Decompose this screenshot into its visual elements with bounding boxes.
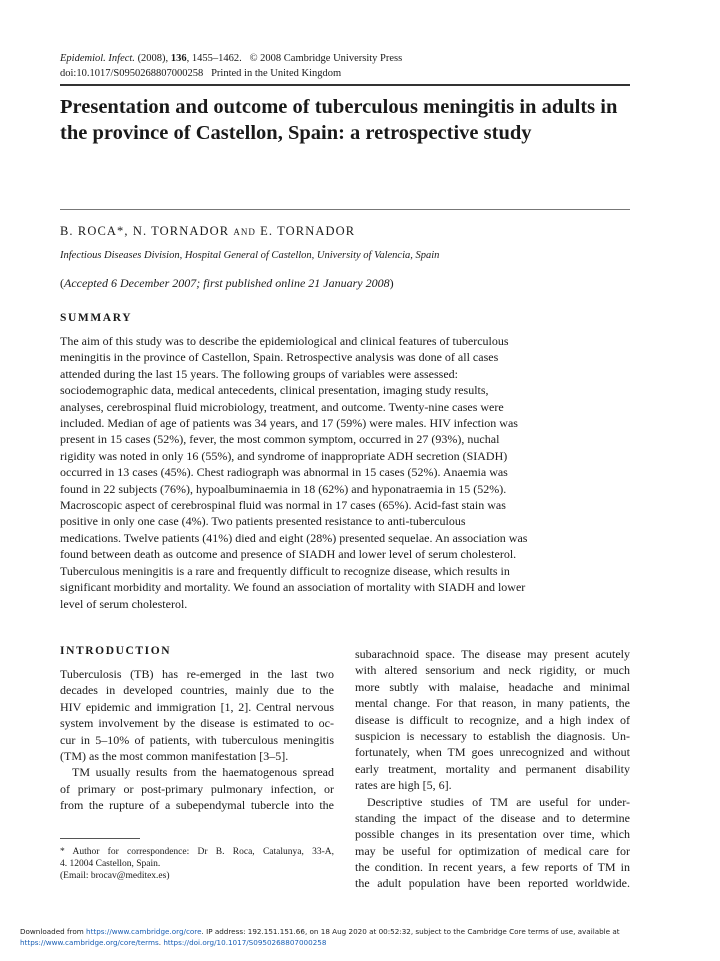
footnote-line: * Author for correspondence: Dr B. Roca, Catalunya, 33-A, xyxy=(60,847,334,857)
body-line: the condition. In recent years, a few reports of TM in xyxy=(355,860,630,875)
journal-name: Epidemiol. Infect. xyxy=(60,53,135,64)
affiliation: Infectious Diseases Division, Hospital General of Castellon, University of Valencia, Spain xyxy=(60,250,440,261)
top-rule xyxy=(60,84,630,86)
terms-link[interactable]: https://www.cambridge.org/core/terms xyxy=(20,938,159,947)
summary-line: attended during the last 15 years. The following groups of variables were assessed: xyxy=(60,366,459,381)
body-line: of primary or post-primary pulmonary infection, or xyxy=(60,781,334,796)
title-line: the province of Castellon, Spain: a retrospective study xyxy=(60,122,532,144)
download-notice xyxy=(20,926,710,948)
title-rule xyxy=(60,209,630,210)
doi-link[interactable]: https://doi.org/10.1017/S0950268807000258 xyxy=(163,938,327,947)
journal-doi-line: doi:10.1017/S0950268807000258 Printed in the United Kingdom xyxy=(60,68,342,79)
body-line: fortunately, when TM goes unrecognized and without xyxy=(355,745,630,760)
accepted-text: Accepted 6 December 2007; first published online 21 January 2008 xyxy=(64,276,390,290)
author-and: AND xyxy=(233,227,256,237)
body-line: disease is difficult to recognize, and a high index of xyxy=(355,712,630,727)
summary-line: found between death as outcome and presence of SIADH and lower level of serum cholesterol. xyxy=(60,547,517,562)
body-line: rates are high [5, 6]. xyxy=(355,778,452,793)
body-line: standing the impact of the disease and to determine xyxy=(355,810,630,825)
footnote-line: (Email: brocav@meditex.es) xyxy=(60,871,170,881)
body-line: early treatment, mortality and permanent disability xyxy=(355,761,630,776)
correspondence-footnote xyxy=(60,846,334,882)
body-line: HIV epidemic and immigration [1, 2]. Central nervous xyxy=(60,699,334,714)
summary-line: medications. Twelve patients (41%) died and eight (28%) presented sequelae. An association was xyxy=(60,530,528,545)
introduction-left-column xyxy=(60,666,334,814)
summary-line: positive in only one case (4%). Two patients presented resistance to anti-tuberculous xyxy=(60,514,466,529)
cambridge-core-link[interactable]: https://www.cambridge.org/core xyxy=(86,927,202,936)
body-line: subarachnoid space. The disease may present acutely xyxy=(355,647,630,661)
body-line: suspicion is necessary to establish the diagnosis. Un- xyxy=(355,728,630,743)
introduction-heading: INTRODUCTION xyxy=(60,645,172,657)
summary-line: included. Median of age of patients was 34 years, and 17 (59%) were males. HIV infection was xyxy=(60,416,518,431)
body-line: cur in 5–10% of patients, with tuberculous meningitis xyxy=(60,732,334,747)
body-line: decades in developed countries, mainly due to the xyxy=(60,683,334,698)
summary-line: The aim of this study was to describe the epidemiological and clinical features of tuberculous xyxy=(60,334,509,348)
accepted-close: ) xyxy=(389,276,394,290)
journal-copyright: © 2008 Cambridge University Press xyxy=(249,53,403,64)
body-line: the adult population have been reported worldwide. xyxy=(355,876,630,891)
body-line: may be useful for optimization of medical care for xyxy=(355,843,630,858)
summary-line: analyses, cerebrospinal fluid microbiology, treatment, and outcome. Twenty-nine cases were xyxy=(60,399,504,414)
summary-line: occurred in 13 cases (45%). Chest radiograph was abnormal in 15 cases (52%). Anaemia was xyxy=(60,465,508,480)
footnote-rule xyxy=(60,838,140,839)
introduction-right-column xyxy=(355,646,630,892)
body-line: Descriptive studies of TM are useful for under- xyxy=(367,794,630,809)
summary-line: present in 15 cases (52%), fever, the most common symptom, occurred in 27 (93%), nuchal xyxy=(60,432,500,447)
journal-header xyxy=(60,51,640,81)
body-line: Tuberculosis (TB) has re-emerged in the last two xyxy=(60,667,334,681)
author-names-1: B. ROCA*, N. TORNADOR xyxy=(60,224,230,238)
body-line: system involvement by the disease is estimated to oc- xyxy=(60,716,334,731)
journal-pages: , 1455–1462. xyxy=(186,53,242,64)
download-middle: . IP address: 192.151.151.66, on 18 Aug 2020 at 00:52:32, subject to the Cambridge Core terms of use, available at xyxy=(201,927,620,936)
summary-line: significant morbidity and mortality. We found an association of mortality with SIADH and lower xyxy=(60,580,526,595)
journal-citation-line xyxy=(60,51,640,66)
summary-line: rigidity was noted in only 16 (55%), and syndrome of inappropriate ADH secretion (SIADH) xyxy=(60,448,508,463)
summary-line: Tuberculous meningitis is a rare and frequently difficult to recognize disease, which results in xyxy=(60,563,510,578)
body-line: (TM) as the most common manifestation [3–5]. xyxy=(60,748,289,763)
footnote-line: 4. 12004 Castellon, Spain. xyxy=(60,859,161,869)
journal-year: (2008), xyxy=(137,53,171,64)
accepted-dates xyxy=(60,276,394,291)
summary-heading: SUMMARY xyxy=(60,312,133,324)
body-line: more subtly with malaise, headache and minimal xyxy=(355,679,630,694)
body-line: from the rupture of a subependymal tubercle into the xyxy=(60,798,334,813)
title-line: Presentation and outcome of tuberculous meningitis in adults in xyxy=(60,96,618,118)
download-sep: . xyxy=(158,938,164,947)
authors xyxy=(60,224,355,239)
journal-volume: 136 xyxy=(170,53,187,64)
body-line: with altered sensorium and neck rigidity, or much xyxy=(355,663,630,678)
summary-line: sociodemographic data, medical antecedents, clinical presentation, imaging study results, xyxy=(60,383,489,398)
download-prefix: Downloaded from xyxy=(20,927,87,936)
body-line: mental change. For that reason, in many patients, the xyxy=(355,696,630,711)
accepted-open: ( xyxy=(60,276,64,290)
body-line: TM usually results from the haematogenous spread xyxy=(72,765,334,780)
article-title xyxy=(60,94,630,146)
summary-line: meningitis in the province of Castellon, Spain. Retrospective analysis was done of all cases xyxy=(60,350,499,365)
summary-line: level of serum cholesterol. xyxy=(60,596,188,611)
summary-line: found in 22 subjects (76%), hypoalbuminaemia in 18 (62%) and hyponatraemia in 15 (52%). xyxy=(60,481,507,496)
author-names-2: E. TORNADOR xyxy=(260,224,356,238)
summary-body xyxy=(60,333,635,612)
body-line: possible changes in its presentation over time, which xyxy=(355,827,630,842)
summary-line: Macroscopic aspect of cerebrospinal fluid was normal in 17 cases (65%). Acid-fast stain was xyxy=(60,498,506,513)
